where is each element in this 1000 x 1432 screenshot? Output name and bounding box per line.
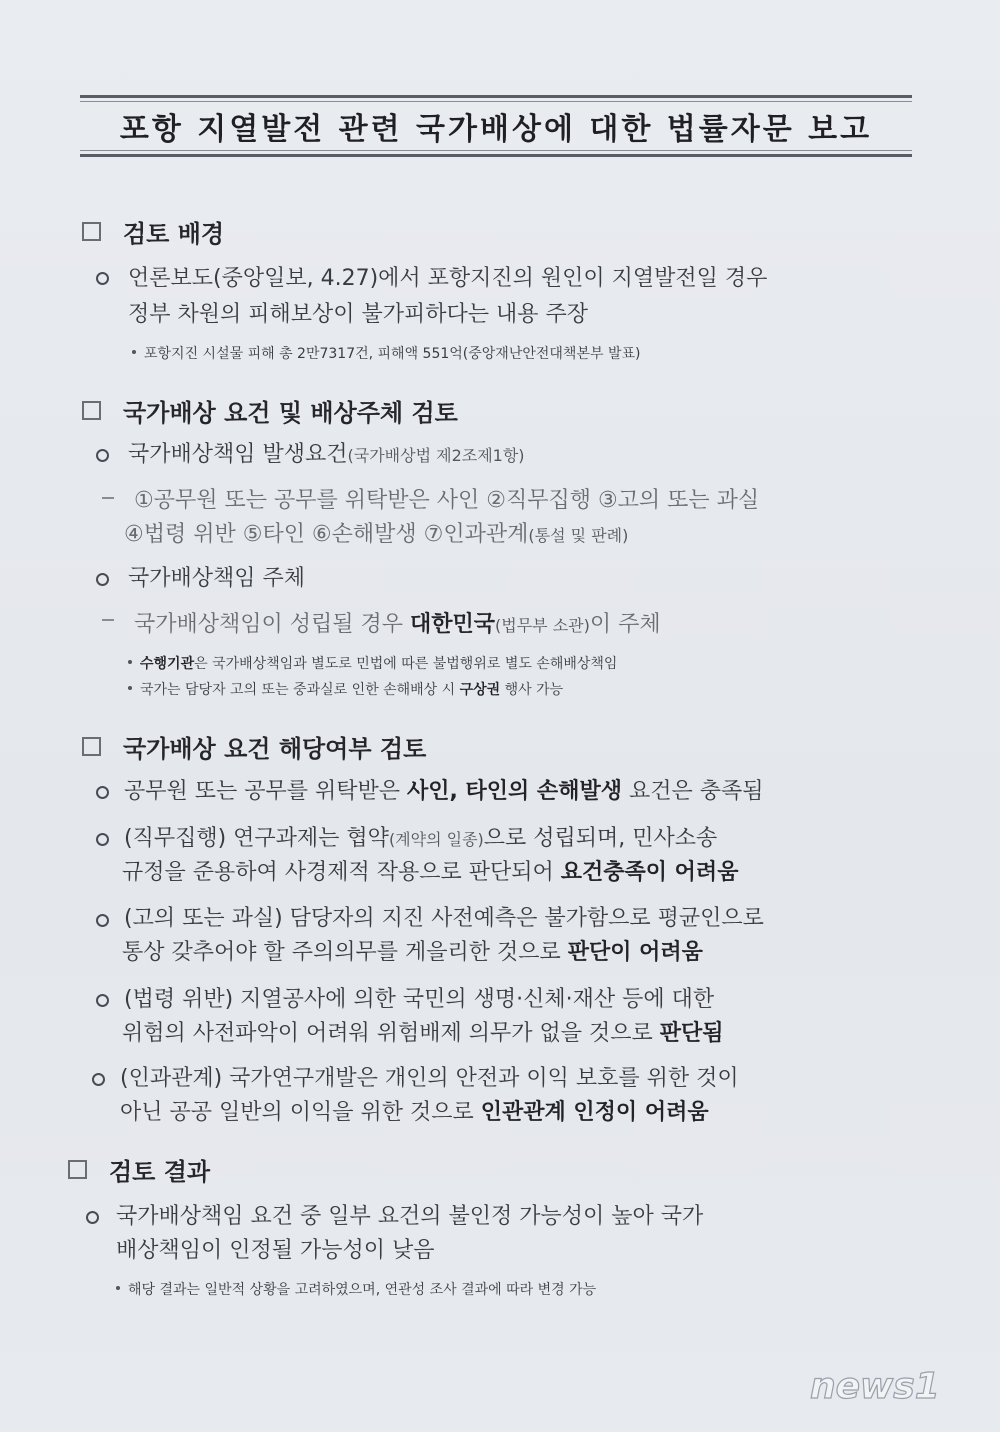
- body-line: [122, 936, 703, 970]
- watermark-text: news1: [810, 1366, 940, 1407]
- body-line: [134, 608, 661, 643]
- footnote-line: [116, 1280, 596, 1300]
- circle-bullet-icon: [96, 573, 109, 586]
- footnote-text: 해당 결과는 일반적 상황을 고려하였으며, 연관성 조사 결과에 따라 변경 가능: [128, 1282, 597, 1298]
- square-bullet-icon: [82, 401, 101, 420]
- paren-text: (계약의 일종): [388, 830, 484, 849]
- emphasis-text: 판단됨: [659, 1021, 724, 1046]
- emphasis-text: 요건충족이 어려움: [560, 860, 739, 885]
- body-text: 으로 성립되며, 민사소송: [483, 826, 718, 851]
- body-line: 언론보도(중앙일보, 4.27)에서 포항지진의 원인이 지열발전일 경우: [128, 266, 768, 291]
- footnote-text: 국가는 담당자 고의 또는 중과실로 인한 손해배상 시: [140, 682, 460, 698]
- circle-bullet-icon: [96, 833, 109, 846]
- circle-bullet-icon: [92, 1073, 105, 1086]
- section-applicability: [82, 729, 426, 764]
- emphasis-text: 사인, 타인의 손해발생: [407, 779, 622, 804]
- emphasis-text: 판단이 어려움: [567, 940, 703, 965]
- dot-bullet-icon: [128, 660, 132, 664]
- body-line: (인과관계) 국가연구개발은 개인의 안전과 이익 보호를 위한 것이: [120, 1066, 739, 1091]
- dot-bullet-icon: [116, 1286, 120, 1290]
- footnote-text: 행사 가능: [500, 682, 564, 698]
- body-text: 아닌 공공 일반의 이익을 위한 것으로: [120, 1100, 481, 1125]
- footnote-text: 은 국가배상책임과 별도로 민법에 따른 불법행위로 별도 손해배상책임: [194, 656, 618, 672]
- document-title: 포항 지열발전 관련 국가배상에 대한 법률자문 보고: [119, 112, 873, 147]
- circle-bullet-icon: [96, 914, 109, 927]
- body-text: 국가배상책임이 성립될 경우: [134, 612, 411, 637]
- circle-bullet-icon: [96, 994, 109, 1007]
- body-text: (직무집행) 연구과제는 협약: [124, 826, 389, 851]
- body-line: [122, 856, 738, 890]
- body-text: ④법령 위반 ⑤타인 ⑥손해발생 ⑦인과관계: [124, 522, 529, 547]
- body-text: 공무원 또는 공무를 위탁받은: [124, 779, 407, 804]
- dot-bullet-icon: [128, 686, 132, 690]
- body-text: 규정을 준용하여 사경제적 작용으로 판단되어: [122, 860, 561, 885]
- body-line: ①공무원 또는 공무를 위탁받은 사인 ②직무집행 ③고의 또는 과실: [134, 488, 760, 513]
- body-line: (법령 위반) 지열공사에 의한 국민의 생명·신체·재산 등에 대한: [124, 987, 715, 1012]
- footnote-line: [132, 344, 640, 364]
- body-line: [124, 822, 717, 857]
- circle-bullet-icon: [96, 786, 109, 799]
- body-line: 배상책임이 인정될 가능성이 낮음: [116, 1238, 435, 1263]
- subheading: 국가배상책임 발생요건: [128, 442, 348, 467]
- section-requirements: [82, 393, 458, 428]
- section-heading: 검토 배경: [123, 220, 225, 248]
- body-text: 위험의 사전파악이 어려워 위험배제 의무가 없을 것으로: [122, 1021, 660, 1046]
- news1-watermark-logo: [806, 1356, 986, 1414]
- footnote-line: [128, 680, 563, 700]
- dash-bullet-icon: [102, 497, 114, 499]
- body-line: [120, 1096, 709, 1130]
- body-line: 국가배상책임 요건 중 일부 요건의 불인정 가능성이 높아 국가: [116, 1204, 704, 1229]
- section-heading: 검토 결과: [109, 1158, 211, 1186]
- dot-bullet-icon: [132, 350, 136, 354]
- title-box: [80, 95, 912, 157]
- footnote-line: [128, 654, 617, 674]
- body-line: [122, 1017, 724, 1051]
- section-heading: 국가배상 요건 해당여부 검토: [123, 735, 427, 763]
- paren-text: (통설 및 판례): [528, 526, 629, 545]
- circle-bullet-icon: [96, 272, 109, 285]
- section-background: [82, 214, 224, 249]
- square-bullet-icon: [82, 737, 101, 756]
- emphasis-text: 인관관계 인정이 어려움: [480, 1100, 709, 1125]
- section-heading: 국가배상 요건 및 배상주체 검토: [123, 399, 458, 427]
- body-text: 이 주체: [589, 612, 661, 637]
- emphasis-text: 대한민국: [410, 612, 496, 637]
- body-line: [128, 438, 525, 473]
- section-result: [68, 1152, 210, 1187]
- body-text: 요건은 충족됨: [621, 779, 764, 804]
- body-line: 정부 차원의 피해보상이 불가피하다는 내용 주장: [128, 302, 589, 327]
- paren-text: (국가배상법 제2조제1항): [347, 446, 525, 465]
- square-bullet-icon: [82, 222, 101, 241]
- body-line: [124, 775, 763, 809]
- dash-bullet-icon: [102, 619, 114, 621]
- footnote-text: 포항지진 시설물 피해 총 2만7317건, 피해액 551억(중앙재난안전대책본부 발표): [144, 346, 641, 362]
- circle-bullet-icon: [86, 1211, 99, 1224]
- emphasis-text: 구상권: [459, 682, 501, 698]
- square-bullet-icon: [68, 1160, 87, 1179]
- body-text: 통상 갖추어야 할 주의의무를 게을리한 것으로: [122, 940, 568, 965]
- body-line: [124, 518, 628, 553]
- paren-text: (법무부 소관): [495, 616, 590, 635]
- body-line: (고의 또는 과실) 담당자의 지진 사전예측은 불가함으로 평균인으로: [124, 906, 764, 931]
- circle-bullet-icon: [96, 449, 109, 462]
- emphasis-text: 수행기관: [140, 656, 195, 672]
- body-line: 국가배상책임 주체: [128, 566, 306, 591]
